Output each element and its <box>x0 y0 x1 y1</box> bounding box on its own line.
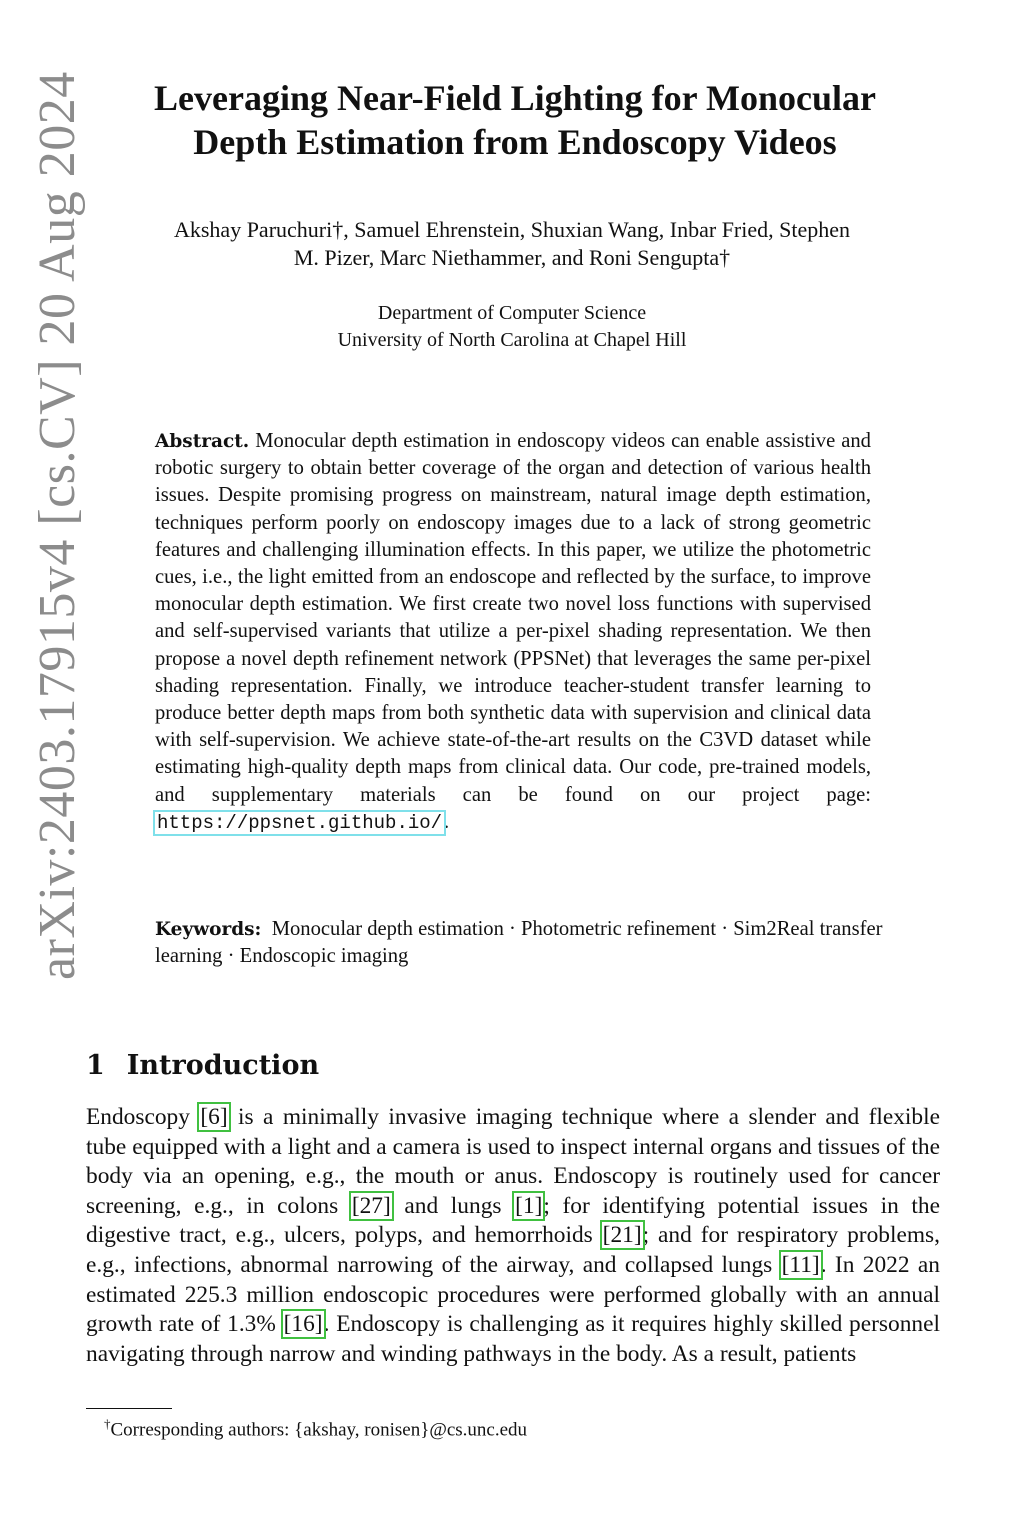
arxiv-identifier-stamp: arXiv:2403.17915v4 [cs.CV] 20 Aug 2024 <box>29 71 86 980</box>
affiliation-department: Department of Computer Science <box>377 302 647 324</box>
citation-link[interactable]: [6] <box>200 1104 228 1130</box>
project-page-link[interactable]: https://ppsnet.github.io/ <box>157 811 443 834</box>
citation-link[interactable]: [27] <box>351 1192 391 1219</box>
intro-text: . Endoscopy is challenging as it requires highly skilled personnel navigating through narrow and winding pathways in the body. As a result, patients <box>86 1311 940 1367</box>
section-heading-introduction <box>86 1050 319 1081</box>
intro-text: is a minimally invasive imaging technique where a slender and flexible tube equipped with a light and a camera is used to inspect internal organs and tissues of the body via an opening, e.g., the mouth or anus. Endoscopy is routinely used for cancer screening, e.g., in colons <box>86 1104 941 1219</box>
abstract-text: Monocular depth estimation in endoscopy videos can enable assistive and robotic surgery to obtain better coverage of the organ and detection of various health issues. Despite promising progress on mainstream, natural image depth estimation, techniques perform poorly on endoscopy images due to a lack of strong geometric features and challenging illumination effects. In this paper, we utilize the photometric cues, i.e., the light emitted from an endoscope and reflected by the surface, to improve monocular depth estimation. We first create two novel loss functions with supervised and self-supervised variants that utilize a per-pixel shading representation. We then propose a novel depth refinement network (PPSNet) that leverages the same per-pixel shading representation. Finally, we introduce teacher-student transfer learning to produce better depth maps from both synthetic data with supervision and clinical data with self-supervision. We achieve state-of-the-art results on the C3VD dataset while estimating high-quality depth maps from clinical data. Our code, pre-trained models, and supplementary materials can be found on our project page: <box>155 430 871 806</box>
footnote-divider <box>86 1408 172 1409</box>
footnote-mark: † <box>104 1416 111 1431</box>
section-title: Introduction <box>126 1050 320 1081</box>
title-line-1: Leveraging Near-Field Lighting for Monocular <box>154 78 876 118</box>
abstract-label: Abstract. <box>155 431 250 452</box>
title-line-2: Depth Estimation from Endoscopy Videos <box>193 122 837 162</box>
citation-link[interactable]: [11] <box>781 1251 820 1278</box>
author-list <box>80 216 944 272</box>
citation-link[interactable]: [16] <box>283 1311 323 1338</box>
abstract <box>155 428 871 837</box>
introduction-paragraph <box>86 1103 940 1369</box>
citation-link[interactable]: [1] <box>515 1192 543 1219</box>
citation-link[interactable]: [21] <box>602 1222 642 1249</box>
abstract-end: . <box>444 810 450 833</box>
keywords-text: Monocular depth estimation · Photometric refinement · Sim2Real transfer learning · Endoscopic imaging <box>155 918 883 968</box>
intro-text: ; and for respiratory problems, e.g., infections, abnormal narrowing of the airway, and collapsed lungs <box>86 1222 940 1278</box>
affiliation <box>110 300 914 354</box>
section-number: 1 <box>86 1050 105 1081</box>
paper-title <box>90 76 940 164</box>
intro-text: and lungs <box>391 1192 515 1219</box>
affiliation-university: University of North Carolina at Chapel Hill <box>337 329 687 351</box>
footnote-text: Corresponding authors: {akshay, ronisen}@cs.unc.edu <box>110 1419 528 1441</box>
keywords <box>155 916 935 970</box>
keywords-label: Keywords: <box>155 919 262 940</box>
intro-text: ; for identifying potential issues in the digestive tract, e.g., ulcers, polyps, and hemorrhoids <box>86 1192 940 1249</box>
intro-text: Endoscopy <box>86 1104 200 1130</box>
authors-line-1: Akshay Paruchuri†, Samuel Ehrenstein, Shuxian Wang, Inbar Fried, Stephen <box>173 217 851 242</box>
authors-line-2: M. Pizer, Marc Niethammer, and Roni Sengupta† <box>293 245 731 270</box>
intro-text: . In 2022 an estimated 225.3 million endoscopic procedures were performed globally with an annual growth rate of 1.3% <box>86 1251 940 1338</box>
footnote <box>104 1416 527 1441</box>
